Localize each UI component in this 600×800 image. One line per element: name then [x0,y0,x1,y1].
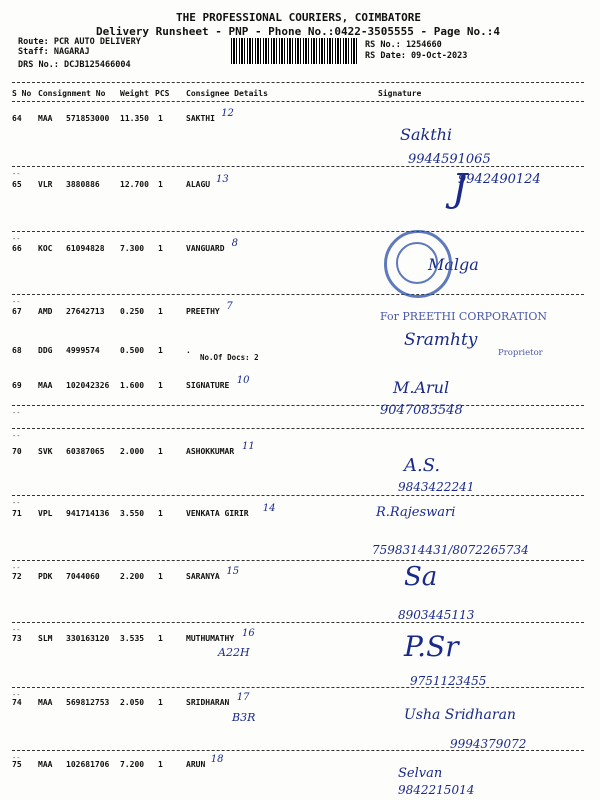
handwritten-mark: 17 [236,692,250,703]
handwritten-mark: 8 [231,238,238,249]
row-separator-mark: -- [12,691,21,699]
signature-scribble: Sramhty [404,330,478,350]
row-prefix: AMD [38,307,53,316]
drs-number: DRS No.: DCJB125466004 [18,60,131,70]
handwritten-mark: 12 [221,108,234,119]
handwritten-phone: 9944591065 [408,152,491,167]
row-divider [12,622,584,623]
rs-number: RS No.: 1254660 [365,40,442,50]
row-consignee: ASHOKKUMAR [186,447,235,456]
row-consignee: SARANYA [186,572,220,581]
rs-date: RS Date: 09-Oct-2023 [365,51,468,61]
row-consignment-number: 3880886 [66,180,100,189]
row-consignee: ALAGU [186,180,211,189]
handwritten-mark: 18 [210,754,224,765]
row-consignee: . [186,346,191,355]
row-divider [12,231,584,232]
row-weight: 7.300 [120,244,145,253]
handwritten-phone: 9843422241 [398,480,475,494]
row-sno: 75 [12,760,22,769]
signature-scribble: J [452,166,468,210]
handwritten-mark: 13 [216,174,229,185]
row-prefix: DDG [38,346,53,355]
handwritten-phone: 9942490124 [458,172,541,187]
row-sno: 64 [12,114,22,123]
handwritten-note: B3R [232,711,256,724]
row-consignee: PREETHY [186,307,220,316]
row-divider [12,294,584,295]
row-sno: 74 [12,698,22,707]
handwritten-mark: 15 [226,566,240,577]
row-separator-mark: -- [12,499,21,507]
row-consignee: MUTHUMATHY [186,634,235,643]
row-weight: 2.050 [120,698,145,707]
signature-scribble: Selvan [398,766,443,781]
handwritten-mark: 16 [242,628,255,639]
row-sno: 66 [12,244,22,253]
handwritten-mark: 14 [262,503,276,514]
corporation-stamp-text: For PREETHI CORPORATION [380,310,548,323]
row-divider [12,428,584,429]
row-consignment-number: 102681706 [66,760,110,769]
row-divider [12,687,584,688]
row-consignment-number: 102042326 [66,381,110,390]
signature-scribble: Sa [404,562,438,592]
row-consignment-number: 569812753 [66,698,110,707]
row-pcs: 1 [158,634,163,643]
row-prefix: MAA [38,698,53,707]
no-of-docs: No.Of Docs: 2 [200,353,259,362]
row-divider [12,750,584,751]
col-pcs: PCS [155,89,170,98]
row-consignment-number: 571853000 [66,114,110,123]
row-weight: 11.350 [120,114,149,123]
divider [12,101,584,102]
row-consignee: SIGNATURE [186,381,230,390]
row-consignee: ARUN [186,760,206,769]
row-prefix: VLR [38,180,53,189]
row-divider [12,405,584,406]
signature-scribble: P.Sr [404,630,459,663]
route-label: Route: PCR AUTO DELIVERY [18,37,141,47]
row-pcs: 1 [158,346,163,355]
row-consignment-number: 7044060 [66,572,100,581]
handwritten-phone: 9751123455 [410,674,487,688]
row-consignment-number: 27642713 [66,307,105,316]
company-name: THE PROFESSIONAL COURIERS, COIMBATORE [176,11,422,24]
signature-scribble: Usha Sridharan [404,707,516,723]
row-separator-mark: -- [12,564,21,572]
handwritten-phone: 7598314431/8072265734 [372,543,529,557]
row-prefix: VPL [38,509,53,518]
row-prefix: MAA [38,760,53,769]
row-consignee: VANGUARD [186,244,225,253]
row-sno: 71 [12,509,22,518]
row-sno: 73 [12,634,22,643]
row-pcs: 1 [158,114,163,123]
row-pcs: 1 [158,509,163,518]
proprietor-label: Proprietor [498,348,543,358]
runsheet-title: Delivery Runsheet - PNP - Phone No.:0422-3505555 - Page No.:4 [96,25,500,38]
divider [12,82,584,83]
row-prefix: PDK [38,572,53,581]
row-pcs: 1 [158,381,163,390]
row-divider [12,560,584,561]
handwritten-mark: 11 [242,441,255,452]
handwritten-phone: 8903445113 [398,608,475,622]
row-sno: 65 [12,180,22,189]
row-sno: 69 [12,381,22,390]
row-sno: 72 [12,572,22,581]
row-consignee: SAKTHI [186,114,215,123]
row-weight: 3.535 [120,634,145,643]
row-sno: 67 [12,307,22,316]
row-separator-mark: -- [12,409,21,417]
handwritten-note: A22H [218,646,250,659]
col-weight: Weight [120,89,149,98]
row-consignment-number: 60387065 [66,447,105,456]
row-weight: 2.200 [120,572,145,581]
row-weight: 12.700 [120,180,149,189]
col-sno: S No [12,89,32,98]
row-consignment-number: 61094828 [66,244,105,253]
row-consignment-number: 4999574 [66,346,100,355]
company-stamp [384,230,452,298]
row-separator-mark: -- [12,298,21,306]
row-pcs: 1 [158,447,163,456]
row-consignment-number: 330163120 [66,634,110,643]
row-weight: 0.250 [120,307,145,316]
row-prefix: MAA [38,114,53,123]
handwritten-phone: 9842215014 [398,783,475,797]
signature-scribble: M.Arul [393,378,450,397]
row-pcs: 1 [158,180,163,189]
row-sno: 68 [12,346,22,355]
signature-scribble: Malga [428,255,479,274]
row-separator-mark: -- [12,235,21,243]
row-separator-mark: -- [12,754,21,762]
handwritten-mark: 7 [226,301,233,312]
row-consignee: SRIDHARAN [186,698,230,707]
handwritten-phone: 9047083548 [380,403,463,418]
handwritten-phone: 9994379072 [450,737,527,751]
row-prefix: MAA [38,381,53,390]
barcode-image [231,38,359,64]
row-weight: 7.200 [120,760,145,769]
signature-scribble: Sakthi [400,125,453,144]
staff-label: Staff: NAGARAJ [18,47,90,57]
row-weight: 0.500 [120,346,145,355]
row-pcs: 1 [158,244,163,253]
col-consignee: Consignee Details [186,89,268,98]
signature-scribble: A.S. [404,455,441,476]
signature-scribble: R.Rajeswari [376,505,456,520]
row-sno: 70 [12,447,22,456]
col-consignment: Consignment No [38,89,106,98]
row-separator-mark: -- [12,432,21,440]
row-weight: 2.000 [120,447,145,456]
row-weight: 3.550 [120,509,145,518]
row-prefix: KOC [38,244,53,253]
row-separator-mark: -- [12,626,21,634]
row-prefix: SLM [38,634,53,643]
row-prefix: SVK [38,447,53,456]
row-pcs: 1 [158,760,163,769]
row-separator-mark: -- [12,170,21,178]
handwritten-mark: 10 [236,375,250,386]
row-pcs: 1 [158,572,163,581]
row-pcs: 1 [158,698,163,707]
row-divider [12,495,584,496]
row-consignee: VENKATA GIRIR [186,509,249,518]
row-divider [12,166,584,167]
row-weight: 1.600 [120,381,145,390]
row-pcs: 1 [158,307,163,316]
col-signature: Signature [378,89,422,98]
row-consignment-number: 941714136 [66,509,110,518]
